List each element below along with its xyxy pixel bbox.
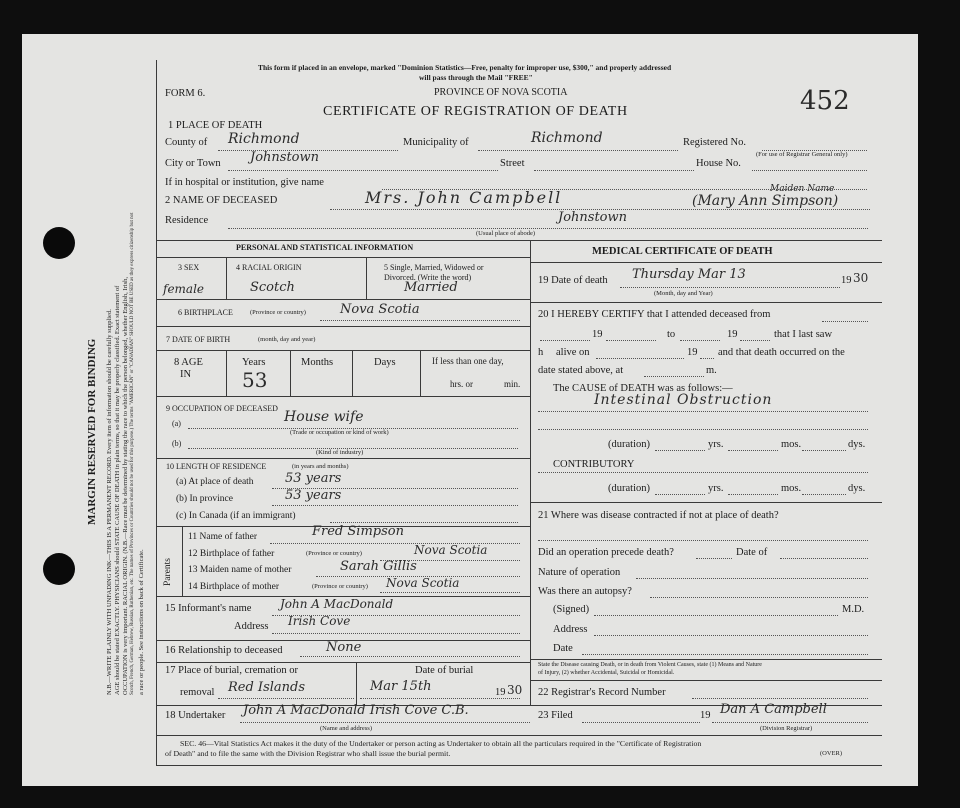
mail-notice-1: This form if placed in an envelope, marked "Dominion Statistics—Free, penalty for improper use, $300," and properly addressed [258, 63, 672, 72]
hrs-label: hrs. or [450, 379, 473, 389]
informant-label: 15 Informant's name [165, 603, 252, 614]
marital-label-1: 5 Single, Married, Widowed or [384, 263, 484, 272]
duration-1: (duration) [608, 439, 650, 450]
racial-label: 4 RACIAL ORIGIN [236, 263, 302, 272]
medical-address-label: Address [553, 624, 588, 635]
mail-notice-2: will pass through the Mail "FREE" [419, 73, 533, 82]
province-heading: PROVINCE OF NOVA SCOTIA [434, 87, 568, 98]
age-years-label: Years [242, 357, 266, 368]
father-birthplace-note: (Province or country) [306, 550, 362, 557]
registrar-note: (Division Registrar) [760, 725, 813, 732]
registrar-signature: Dan A Campbell [720, 702, 827, 717]
city-label: City or Town [165, 158, 221, 169]
personal-heading: PERSONAL AND STATISTICAL INFORMATION [236, 243, 414, 252]
yrs-2: yrs. [708, 483, 724, 494]
burial-place-label-1: 17 Place of burial, cremation or [165, 665, 298, 676]
age-label-1: 8 AGE [174, 357, 203, 368]
disease-contracted: 21 Where was disease contracted if not at place of death? [538, 510, 779, 521]
father-birthplace-label: 12 Birthplace of father [188, 549, 275, 559]
dob-label: 7 DATE OF BIRTH [166, 335, 231, 344]
cause-label: The CAUSE of DEATH was as follows:— [553, 383, 733, 394]
birthplace-value: Nova Scotia [340, 302, 420, 317]
footer-over: (OVER) [820, 750, 843, 757]
mother-label: 13 Maiden name of mother [188, 565, 292, 575]
in-canada-label: (c) In Canada (if an immigrant) [176, 511, 296, 521]
death-occurred: and that death occurred on the [718, 347, 845, 358]
margin-note-3: OCCUPATION is very important. RACIAL ORIGIN. (N.B.—Race must be determined by stating the race to which the person belonged, whether English, Irish, [122, 277, 129, 695]
municipality-label: Municipality of [403, 137, 469, 148]
street-label: Street [500, 158, 525, 169]
margin-binding-label: MARGIN RESERVED FOR BINDING [86, 338, 98, 525]
undertaker-value: John A MacDonald Irish Cove C.B. [243, 703, 469, 718]
medical-heading: MEDICAL CERTIFICATE OF DEATH [592, 246, 773, 257]
relationship-value: None [326, 640, 362, 655]
county-value: Richmond [228, 131, 300, 147]
informant-address-value: Irish Cove [288, 614, 351, 628]
burial-date-label: Date of burial [415, 665, 474, 676]
margin-note-2: AGE should be stated EXACTLY. PHYSICIANS should STATE CAUSE OF DEATH in plain terms, so that it may be properly classified. Exact statement of [114, 285, 121, 695]
m-label: m. [706, 365, 717, 376]
deceased-name-label: 2 NAME OF DECEASED [165, 195, 278, 206]
cause-value: Intestinal Obstruction [594, 392, 773, 408]
medical-date-label: Date [553, 643, 573, 654]
margin-note-4: Scotch, French, German, Hebrew, Russian, Ruthenian, etc. The names of Provinces or Countries should not be used for this purpose.) The terms "AMERICAN" or "CANADIAN" SHOULD NOT BE USED as they express citizenship but not [130, 212, 135, 695]
registered-no-label: Registered No. [683, 137, 746, 148]
burial-place-value: Red Islands [228, 680, 306, 695]
city-value: Johnstown [250, 150, 320, 165]
binding-hole-bottom [43, 553, 75, 585]
duration-2: (duration) [608, 483, 650, 494]
contributory-label: CONTRIBUTORY [553, 459, 635, 470]
residence-length-note: (in years and months) [292, 463, 349, 470]
margin-note-1: N.B.—WRITE PLAINLY WITH UNFADING INK—THIS IS A PERMANENT RECORD. Every item of information should be carefully supplied. [106, 309, 113, 695]
date-stated-above: date stated above, at [538, 365, 624, 376]
age-years-value: 53 [242, 368, 268, 392]
burial-year-value: 30 [507, 683, 523, 697]
burial-date-value: Mar 15th [370, 679, 432, 694]
residence-value: Johnstown [558, 210, 628, 225]
residence-note: (Usual place of abode) [476, 230, 536, 237]
racial-value: Scotch [250, 280, 295, 295]
birthplace-label: 6 BIRTHPLACE [178, 308, 233, 317]
deceased-name-value: Mrs. John Campbell [365, 188, 563, 207]
burial-place-label-2: removal [180, 687, 215, 698]
county-label: County of [165, 137, 208, 148]
certify-19-b: 19 [727, 329, 738, 340]
record-number-label: 22 Registrar's Record Number [538, 687, 666, 698]
death-year-value: 30 [853, 271, 869, 285]
registrar-note: (For use of Registrar General only) [756, 151, 848, 158]
binding-hole-top [43, 227, 75, 259]
occupation-a-note: (Trade or occupation or kind of work) [290, 429, 389, 436]
alive-prefix: h [538, 347, 544, 358]
sex-value: female [163, 282, 205, 296]
municipality-value: Richmond [531, 130, 603, 146]
death-date-value: Thursday Mar 13 [632, 267, 746, 282]
register-number: 452 [800, 86, 850, 116]
death-date-note: (Month, day and Year) [654, 290, 713, 297]
certify-19-c: 19 [687, 347, 698, 358]
house-no-label: House No. [696, 158, 741, 169]
parents-side-label: Parents [163, 558, 173, 586]
footer-line-1: SEC. 46—Vital Statistics Act makes it the duty of the Undertaker or person acting as Undertaker to obtain all the particulars required in the "Certificate of Registration [180, 739, 702, 748]
autopsy-label: Was there an autopsy? [538, 586, 632, 597]
in-province-value: 53 years [285, 488, 342, 503]
undertaker-note: (Name and address) [320, 725, 372, 732]
state-note-1: State the Disease causing Death, or in death from Violent Causes, state (1) Means and Nature [538, 662, 762, 668]
informant-value: John A MacDonald [280, 597, 394, 611]
occupation-a: (a) [172, 419, 181, 428]
signed-label: (Signed) [553, 604, 590, 615]
sex-label: 3 SEX [178, 263, 200, 272]
min-label: min. [504, 379, 521, 389]
birthplace-note: (Province or country) [250, 309, 306, 316]
filed-19: 19 [700, 710, 711, 721]
certify-label: 20 I HEREBY CERTIFY that I attended deceased from [538, 309, 771, 320]
alive-on: alive on [556, 347, 590, 358]
at-place-label: (a) At place of death [176, 477, 254, 487]
hospital-label: If in hospital or institution, give name [165, 177, 324, 188]
relationship-label: 16 Relationship to deceased [165, 645, 283, 656]
md-label: M.D. [842, 604, 865, 615]
age-label-2: IN [180, 369, 192, 380]
date-of-label: Date of [736, 547, 768, 558]
certificate-title: CERTIFICATE OF REGISTRATION OF DEATH [323, 104, 628, 119]
father-label: 11 Name of father [188, 532, 258, 542]
mos-1: mos. [781, 439, 802, 450]
residence-length-label: 10 LENGTH OF RESIDENCE [166, 462, 267, 471]
occupation-b-note: (Kind of industry) [316, 449, 364, 456]
at-place-value: 53 years [285, 471, 342, 486]
filed-label: 23 Filed [538, 710, 573, 721]
nature-label: Nature of operation [538, 567, 621, 578]
mother-birthplace-label: 14 Birthplace of mother [188, 582, 280, 592]
certify-19-a: 19 [592, 329, 603, 340]
dys-2: dys. [848, 483, 866, 494]
mother-value: Sarah Gillis [340, 559, 417, 574]
in-province-label: (b) In province [176, 494, 233, 504]
age-months-label: Months [301, 357, 334, 368]
last-saw: that I last saw [774, 329, 833, 340]
undertaker-label: 18 Undertaker [165, 710, 226, 721]
place-of-death-heading: 1 PLACE OF DEATH [168, 120, 263, 131]
residence-label: Residence [165, 215, 209, 226]
occupation-b: (b) [172, 439, 182, 448]
less-than-day: If less than one day, [432, 356, 504, 366]
father-birthplace-value: Nova Scotia [414, 543, 488, 557]
operation-label: Did an operation precede death? [538, 547, 674, 558]
certify-to: to [667, 329, 676, 340]
footer-line-2: of Death" and to file the same with the Division Registrar who shall issue the burial permit. [165, 749, 451, 758]
dys-1: dys. [848, 439, 866, 450]
age-days-label: Days [374, 357, 396, 368]
marital-label-2: Divorced. (Write the word) [384, 273, 472, 282]
burial-year-prefix: 19 [495, 687, 506, 698]
margin-note-5: a race or people. See instructions on back of Certificate. [138, 549, 145, 695]
father-value: Fred Simpson [312, 524, 404, 539]
maiden-name-value: (Mary Ann Simpson) [692, 193, 839, 209]
death-date-label: 19 Date of death [538, 275, 608, 286]
mother-birthplace-value: Nova Scotia [386, 576, 460, 590]
mos-2: mos. [781, 483, 802, 494]
mother-birthplace-note: (Province or country) [312, 583, 368, 590]
dob-note: (month, day and year) [258, 336, 316, 343]
yrs-1: yrs. [708, 439, 724, 450]
occupation-value: House wife [284, 409, 364, 425]
state-note-2: of Injury, (2) whether Accidental, Suicidal or Homicidal. [538, 670, 675, 676]
maiden-name-note: Maiden Name [770, 184, 835, 194]
occupation-label: 9 OCCUPATION OF DECEASED [166, 404, 278, 413]
form-number: FORM 6. [165, 88, 206, 99]
informant-address-label: Address [234, 621, 269, 632]
death-year-prefix: 19 [841, 275, 852, 286]
marital-value: Married [404, 280, 458, 295]
